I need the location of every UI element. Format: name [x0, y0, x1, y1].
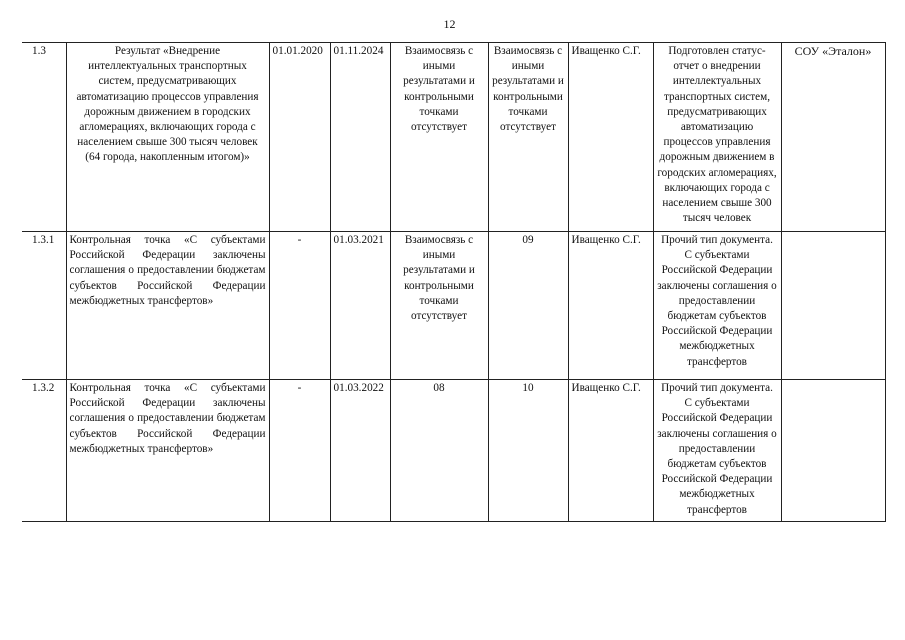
- control-points-table: [22, 42, 886, 522]
- row-successors: 10: [488, 380, 568, 522]
- row-name: Контрольная точка «С субъектами Российской Федерации заключены соглашения о предоставлении бюджетам субъектов Российской Федерации межбюджетных трансфертов»: [66, 380, 269, 522]
- row-number: 1.3: [22, 43, 66, 232]
- row-result-type: Прочий тип документа. С субъектами Российской Федерации заключены соглашения о предоставлении бюджетам субъектов Российской Федерации межбюджетных трансфертов: [653, 232, 781, 380]
- row-responsible: Иващенко С.Г.: [568, 43, 653, 232]
- row-result-type: Подготовлен статус-отчет о внедрении интеллектуальных транспортных систем, предусматривающих автоматизацию процессов управления дорожным движением в городских агломерациях, включающих города с населением свыше 300 тысяч человек: [653, 43, 781, 232]
- row-result-type: Прочий тип документа. С субъектами Российской Федерации заключены соглашения о предоставлении бюджетам субъектов Российской Федерации межбюджетных трансфертов: [653, 380, 781, 522]
- table-row: [22, 380, 885, 522]
- row-predecessors: Взаимосвязь с иными результатами и контрольными точками отсутствует: [390, 232, 488, 380]
- row-info-system: [781, 380, 885, 522]
- row-number: 1.3.2: [22, 380, 66, 522]
- row-name: Результат «Внедрение интеллектуальных транспортных систем, предусматривающих автоматизацию процессов управления дорожным движением в городских агломерациях, включающих города с населением свыше 300 тысяч человек (64 города, накопленным итогом)»: [66, 43, 269, 232]
- row-start-date: -: [269, 232, 330, 380]
- row-number: 1.3.1: [22, 232, 66, 380]
- row-start-date: -: [269, 380, 330, 522]
- row-end-date: 01.11.2024: [330, 43, 390, 232]
- row-successors: Взаимосвязь с иными результатами и контрольными точками отсутствует: [488, 43, 568, 232]
- row-info-system: [781, 232, 885, 380]
- row-predecessors: Взаимосвязь с иными результатами и контрольными точками отсутствует: [390, 43, 488, 232]
- row-end-date: 01.03.2022: [330, 380, 390, 522]
- row-responsible: Иващенко С.Г.: [568, 380, 653, 522]
- table-row: [22, 43, 885, 232]
- row-responsible: Иващенко С.Г.: [568, 232, 653, 380]
- table-row: [22, 232, 885, 380]
- row-start-date: 01.01.2020: [269, 43, 330, 232]
- row-name: Контрольная точка «С субъектами Российской Федерации заключены соглашения о предоставлении бюджетам субъектов Российской Федерации межбюджетных трансфертов»: [66, 232, 269, 380]
- row-successors: 09: [488, 232, 568, 380]
- row-info-system: СОУ «Эталон»: [781, 43, 885, 232]
- row-end-date: 01.03.2021: [330, 232, 390, 380]
- row-predecessors: 08: [390, 380, 488, 522]
- page-number: 12: [443, 17, 456, 31]
